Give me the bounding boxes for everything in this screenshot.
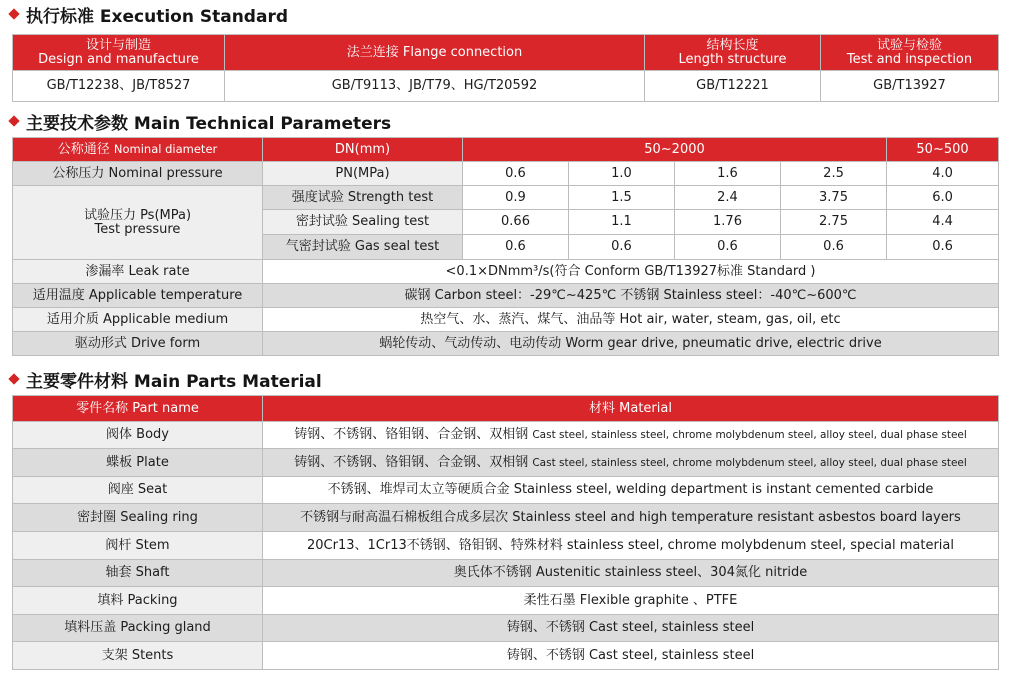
parts-row-plate: [13, 449, 999, 477]
nominal-pressure-label: 公称压力 Nominal pressure: [13, 162, 263, 186]
parts-row-packing: [13, 587, 999, 615]
leak-rate-value: <0.1×DNmm³/s(符合 Conform GB/T13927标准 Standard ): [263, 260, 999, 284]
temperature-label: 适用温度 Applicable temperature: [13, 284, 263, 308]
header-length-cn: 结构长度: [706, 37, 759, 53]
strength-test-label: 强度试验 Strength test: [263, 186, 463, 210]
execution-section-title: [8, 3, 288, 25]
sealing-value: 2.75: [781, 210, 887, 235]
technical-title-text: 主要技术参数 Main Technical Parameters: [26, 113, 392, 134]
nominal-diameter-header: [13, 138, 263, 162]
header-flange-cn: 法兰连接: [346, 44, 399, 60]
sealing-value: 1.1: [569, 210, 675, 235]
value-design: GB/T12238、JB/T8527: [13, 71, 225, 102]
part-name: 填料 Packing: [13, 587, 263, 615]
sealing-value: 4.4: [887, 210, 999, 235]
diamond-bullet-icon: [8, 115, 19, 126]
header-design: [13, 35, 225, 71]
material-en: Cast steel, stainless steel, chrome molybdenum steel, alloy steel, dual phase steel: [532, 429, 967, 442]
execution-title-text: 执行标准 Execution Standard: [26, 6, 288, 27]
part-material: 铸钢、不锈钢 Cast steel, stainless steel: [263, 615, 999, 642]
pn-value: 1.6: [675, 162, 781, 186]
medium-value: 热空气、水、蒸汽、煤气、油品等 Hot air, water, steam, gas, oil, etc: [263, 308, 999, 332]
part-material: 铸钢、不锈钢 Cast steel, stainless steel: [263, 642, 999, 670]
strength-value: 6.0: [887, 186, 999, 210]
parts-row-stents: [13, 642, 999, 670]
part-material: 不锈钢、堆焊司太立等硬质合金 Stainless steel, welding department is instant cemented carbide: [263, 477, 999, 504]
nominal-diameter-cn: 公称通径: [57, 141, 110, 157]
technical-section-title: [8, 110, 391, 132]
header-length-en: Length structure: [678, 51, 787, 67]
header-test: [821, 35, 999, 71]
parts-header-row: [13, 396, 999, 422]
header-flange: [225, 35, 645, 71]
part-name: 支架 Stents: [13, 642, 263, 670]
header-test-cn: 试验与检验: [876, 37, 942, 53]
parts-title-text: 主要零件材料 Main Parts Material: [26, 371, 322, 392]
material-cn: 铸钢、不锈钢、铬钼钢、合金钢、双相钢: [294, 427, 529, 443]
pn-value: 0.6: [463, 162, 569, 186]
strength-value: 2.4: [675, 186, 781, 210]
part-name: 轴套 Shaft: [13, 560, 263, 587]
pn-label: PN(MPa): [263, 162, 463, 186]
gas-value: 0.6: [569, 235, 675, 260]
strength-value: 1.5: [569, 186, 675, 210]
value-flange: GB/T9113、JB/T79、HG/T20592: [225, 71, 645, 102]
parts-material-table: [12, 395, 999, 670]
value-length: GB/T12221: [645, 71, 821, 102]
gas-value: 0.6: [781, 235, 887, 260]
header-flange-en: Flange connection: [402, 44, 523, 60]
gas-value: 0.6: [887, 235, 999, 260]
nominal-diameter-en: Nominal diameter: [113, 141, 218, 156]
value-test: GB/T13927: [821, 71, 999, 102]
sealing-test-label: 密封试验 Sealing test: [263, 210, 463, 235]
execution-value-row: [13, 71, 999, 102]
tech-header-row: [13, 138, 999, 162]
parts-row-stem: [13, 532, 999, 560]
execution-header-row: [13, 35, 999, 71]
pn-value: 2.5: [781, 162, 887, 186]
technical-parameters-table: [12, 137, 999, 356]
medium-row: [13, 308, 999, 332]
part-material: 奥氏体不锈钢 Austenitic stainless steel、304氮化 nitride: [263, 560, 999, 587]
dn-range-2: 50~500: [887, 138, 999, 162]
part-name: 阀体 Body: [13, 422, 263, 449]
dn-range-1: 50~2000: [463, 138, 887, 162]
pn-value: 4.0: [887, 162, 999, 186]
material-header: 材料 Material: [263, 396, 999, 422]
header-length: [645, 35, 821, 71]
part-name: 密封圈 Sealing ring: [13, 504, 263, 532]
parts-section-title: [8, 368, 322, 390]
part-material: 20Cr13、1Cr13不锈钢、铬钼钢、特殊材料 stainless steel, chrome molybdenum steel, special material: [263, 532, 999, 560]
medium-label: 适用介质 Applicable medium: [13, 308, 263, 332]
drive-form-label: 驱动形式 Drive form: [13, 332, 263, 356]
header-design-en: Design and manufacture: [38, 51, 199, 67]
part-material: [263, 449, 999, 477]
parts-row-body: [13, 422, 999, 449]
strength-value: 0.9: [463, 186, 569, 210]
part-name-header: 零件名称 Part name: [13, 396, 263, 422]
execution-standard-table: [12, 34, 999, 102]
parts-row-shaft: [13, 560, 999, 587]
parts-row-sealing-ring: [13, 504, 999, 532]
dn-header: DN(mm): [263, 138, 463, 162]
diamond-bullet-icon: [8, 8, 19, 19]
header-design-cn: 设计与制造: [85, 37, 151, 53]
test-pressure-label: [13, 186, 263, 260]
sealing-value: 1.76: [675, 210, 781, 235]
nominal-pressure-row: [13, 162, 999, 186]
drive-form-row: [13, 332, 999, 356]
test-pressure-cn: 试验压力 Ps(MPa): [83, 207, 192, 223]
drive-form-value: 蜗轮传动、气动传动、电动传动 Worm gear drive, pneumatic drive, electric drive: [263, 332, 999, 356]
material-en: Cast steel, stainless steel, chrome molybdenum steel, alloy steel, dual phase steel: [532, 456, 967, 469]
parts-row-seat: [13, 477, 999, 504]
part-material: 柔性石墨 Flexible graphite 、PTFE: [263, 587, 999, 615]
parts-row-packing-gland: [13, 615, 999, 642]
strength-test-row: [13, 186, 999, 210]
header-test-en: Test and inspection: [846, 51, 973, 67]
part-material: [263, 422, 999, 449]
part-material: 不锈钢与耐高温石棉板组合成多层次 Stainless steel and high temperature resistant asbestos board layers: [263, 504, 999, 532]
part-name: 阀杆 Stem: [13, 532, 263, 560]
test-pressure-en: Test pressure: [94, 221, 181, 237]
temperature-value: 碳钢 Carbon steel：-29℃~425℃ 不锈钢 Stainless steel：-40℃~600℃: [263, 284, 999, 308]
part-name: 填料压盖 Packing gland: [13, 615, 263, 642]
temperature-row: [13, 284, 999, 308]
gas-value: 0.6: [463, 235, 569, 260]
leak-rate-row: [13, 260, 999, 284]
part-name: 阀座 Seat: [13, 477, 263, 504]
leak-rate-label: 渗漏率 Leak rate: [13, 260, 263, 284]
material-cn: 铸钢、不锈钢、铬钼钢、合金钢、双相钢: [294, 454, 529, 470]
sealing-value: 0.66: [463, 210, 569, 235]
diamond-bullet-icon: [8, 373, 19, 384]
gas-value: 0.6: [675, 235, 781, 260]
strength-value: 3.75: [781, 186, 887, 210]
part-name: 蝶板 Plate: [13, 449, 263, 477]
pn-value: 1.0: [569, 162, 675, 186]
gas-seal-label: 气密封试验 Gas seal test: [263, 235, 463, 260]
